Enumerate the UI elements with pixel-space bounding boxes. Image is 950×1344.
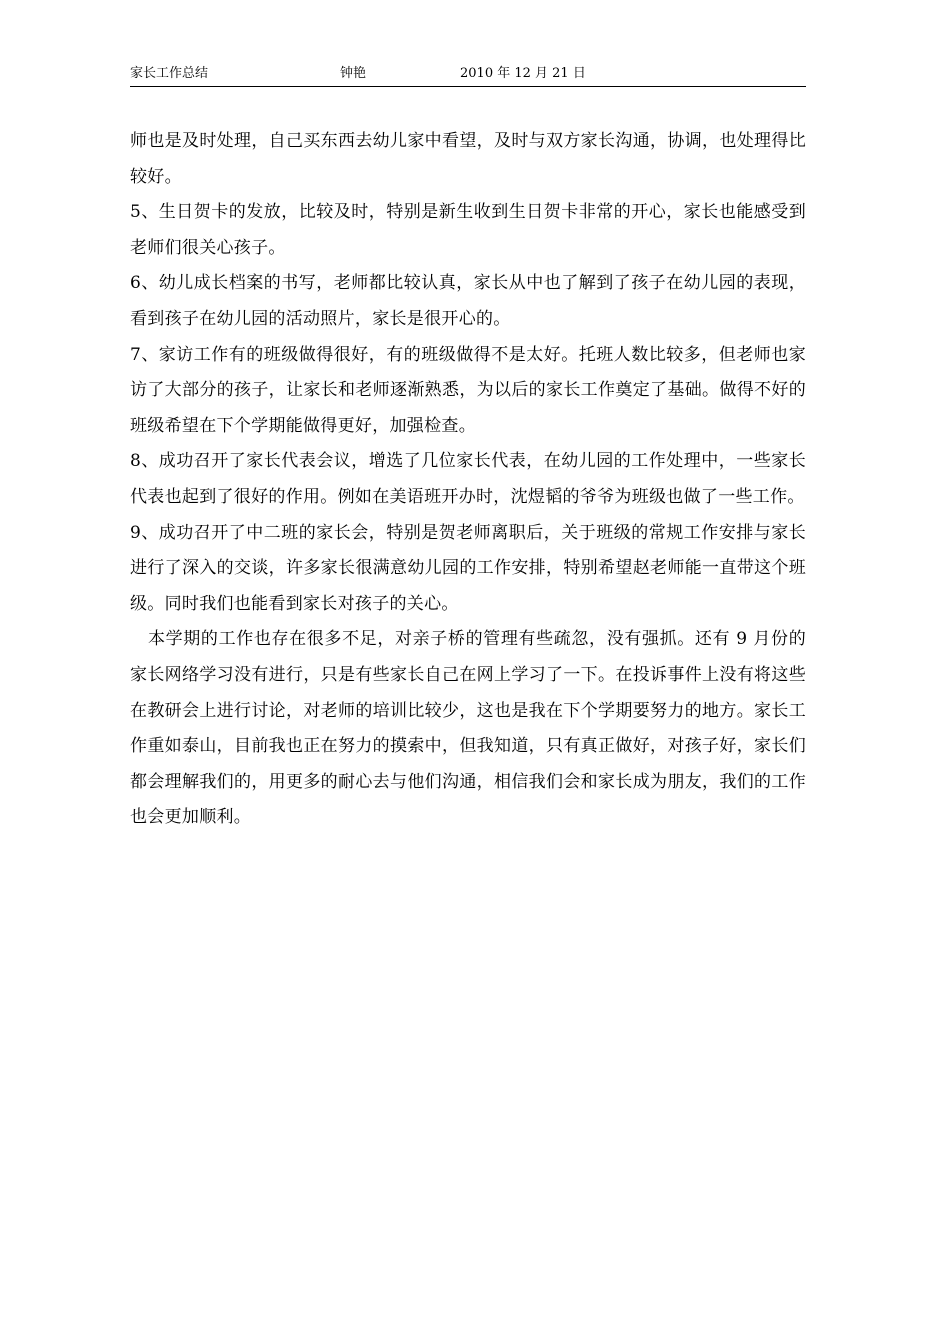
paragraph-item-7: 7、家访工作有的班级做得很好，有的班级做得不是太好。托班人数比较多，但老师也家访了大部分的孩子，让家长和老师逐渐熟悉，为以后的家长工作奠定了基础。做得不好的班级希望在下个学期能做得更好，加强检查。 [130,344,806,436]
document-body [130,124,806,836]
page-header [130,66,806,87]
paragraph-summary: 本学期的工作也存在很多不足，对亲子桥的管理有些疏忽，没有强抓。还有 9 月份的家长网络学习没有进行，只是有些家长自己在网上学习了一下。在投诉事件上没有将这些在教研会上进行讨论，对老师的培训比较少，这也是我在下个学期要努力的地方。家长工作重如泰山，目前我也正在努力的摸索中，但我知道，只有真正做好，对孩子好，家长们都会理解我们的，用更多的耐心去与他们沟通，相信我们会和家长成为朋友，我们的工作也会更加顺利。 [130,629,806,828]
paragraph-item-5: 5、生日贺卡的发放，比较及时，特别是新生收到生日贺卡非常的开心，家长也能感受到老师们很关心孩子。 [130,202,806,258]
header-date: 2010 年 12 月 21 日 [460,66,586,81]
paragraph-item-9: 9、成功召开了中二班的家长会，特别是贺老师离职后，关于班级的常规工作安排与家长进行了深入的交谈，许多家长很满意幼儿园的工作安排，特别希望赵老师能一直带这个班级。同时我们也能看到家长对孩子的关心。 [130,522,806,614]
header-title: 家长工作总结 [130,66,209,81]
paragraph-item-8: 8、成功召开了家长代表会议，增选了几位家长代表，在幼儿园的工作处理中，一些家长代表也起到了很好的作用。例如在美语班开办时，沈煜韬的爷爷为班级也做了一些工作。 [130,451,806,507]
paragraph-continuation: 师也是及时处理，自己买东西去幼儿家中看望，及时与双方家长沟通，协调，也处理得比较好。 [130,131,806,187]
paragraph-item-6: 6、幼儿成长档案的书写，老师都比较认真，家长从中也了解到了孩子在幼儿园的表现，看到孩子在幼儿园的活动照片，家长是很开心的。 [130,273,806,329]
header-author: 钟艳 [340,66,367,81]
